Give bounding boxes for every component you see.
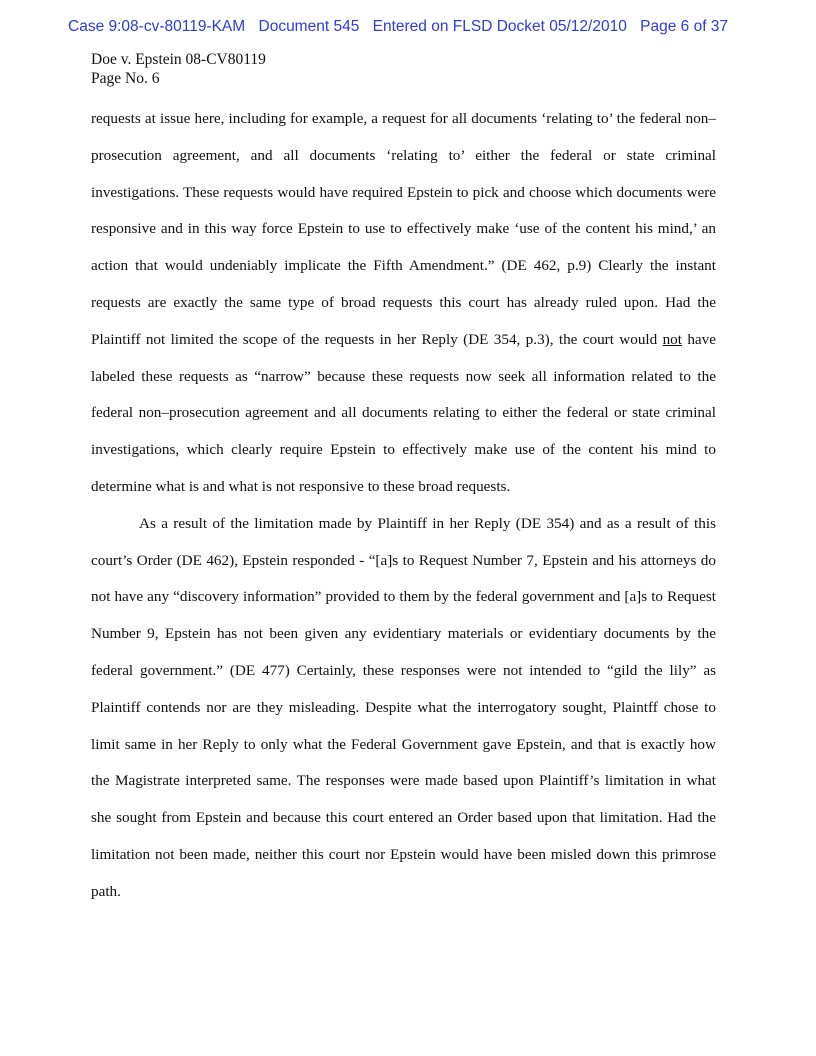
caption-case-title: Doe v. Epstein 08-CV80119	[91, 51, 266, 68]
caption-page-number: Page No. 6	[91, 70, 160, 87]
document-number: Document 545	[258, 18, 360, 35]
paragraph-1-part-a: requests at issue here, including for example, a request for all documents ‘relating to’ the federal non–prosecution agreement, and all documents ‘relating to’ either the federal or state criminal investigations. These requests would have required Epstein to pick and choose which documents were responsive and in this way force Epstein to use to effectively make ‘use of the content his mind,’ an action that would undeniably implicate the Fifth Amendment.” (DE 462, p.9) Clearly the instant requests are exactly the same type of broad requests this court has already ruled upon. Had the Plaintiff not limited the scope of the requests in her Reply (DE 354, p.3), the court would	[91, 110, 716, 348]
paragraph-1	[91, 101, 716, 506]
document-body	[91, 101, 716, 911]
case-number: Case 9:08-cv-80119-KAM	[68, 18, 246, 35]
paragraph-1-part-b: have labeled these requests as “narrow” because these requests now seek all information related to the federal non–prosecution agreement and all documents relating to either the federal or state criminal investigations, which clearly require Epstein to effectively make use of the content his mind to determine what is and what is not responsive to these broad requests.	[91, 330, 716, 495]
filing-header	[68, 18, 768, 36]
underlined-word: not	[662, 330, 682, 348]
page-indicator: Page 6 of 37	[640, 18, 729, 35]
docket-entry: Entered on FLSD Docket 05/12/2010	[372, 18, 627, 35]
paragraph-2: As a result of the limitation made by Plaintiff in her Reply (DE 354) and as a result of this court’s Order (DE 462), Epstein responded - “[a]s to Request Number 7, Epstein and his attorneys do not have any “discovery information” provided to them by the federal government and [a]s to Request Number 9, Epstein has not been given any evidentiary materials or evidentiary documents by the federal government.” (DE 477) Certainly, these responses were not intended to “gild the lily” as Plaintiff contends nor are they misleading. Despite what the interrogatory sought, Plaintff chose to limit same in her Reply to only what the Federal Government gave Epstein, and that is exactly how the Magistrate interpreted same. The responses were made based upon Plaintiff’s limitation in what she sought from Epstein and because this court entered an Order based upon that limitation. Had the limitation not been made, neither this court nor Epstein would have been misled down this primrose path.	[91, 514, 716, 900]
case-caption	[91, 50, 266, 88]
